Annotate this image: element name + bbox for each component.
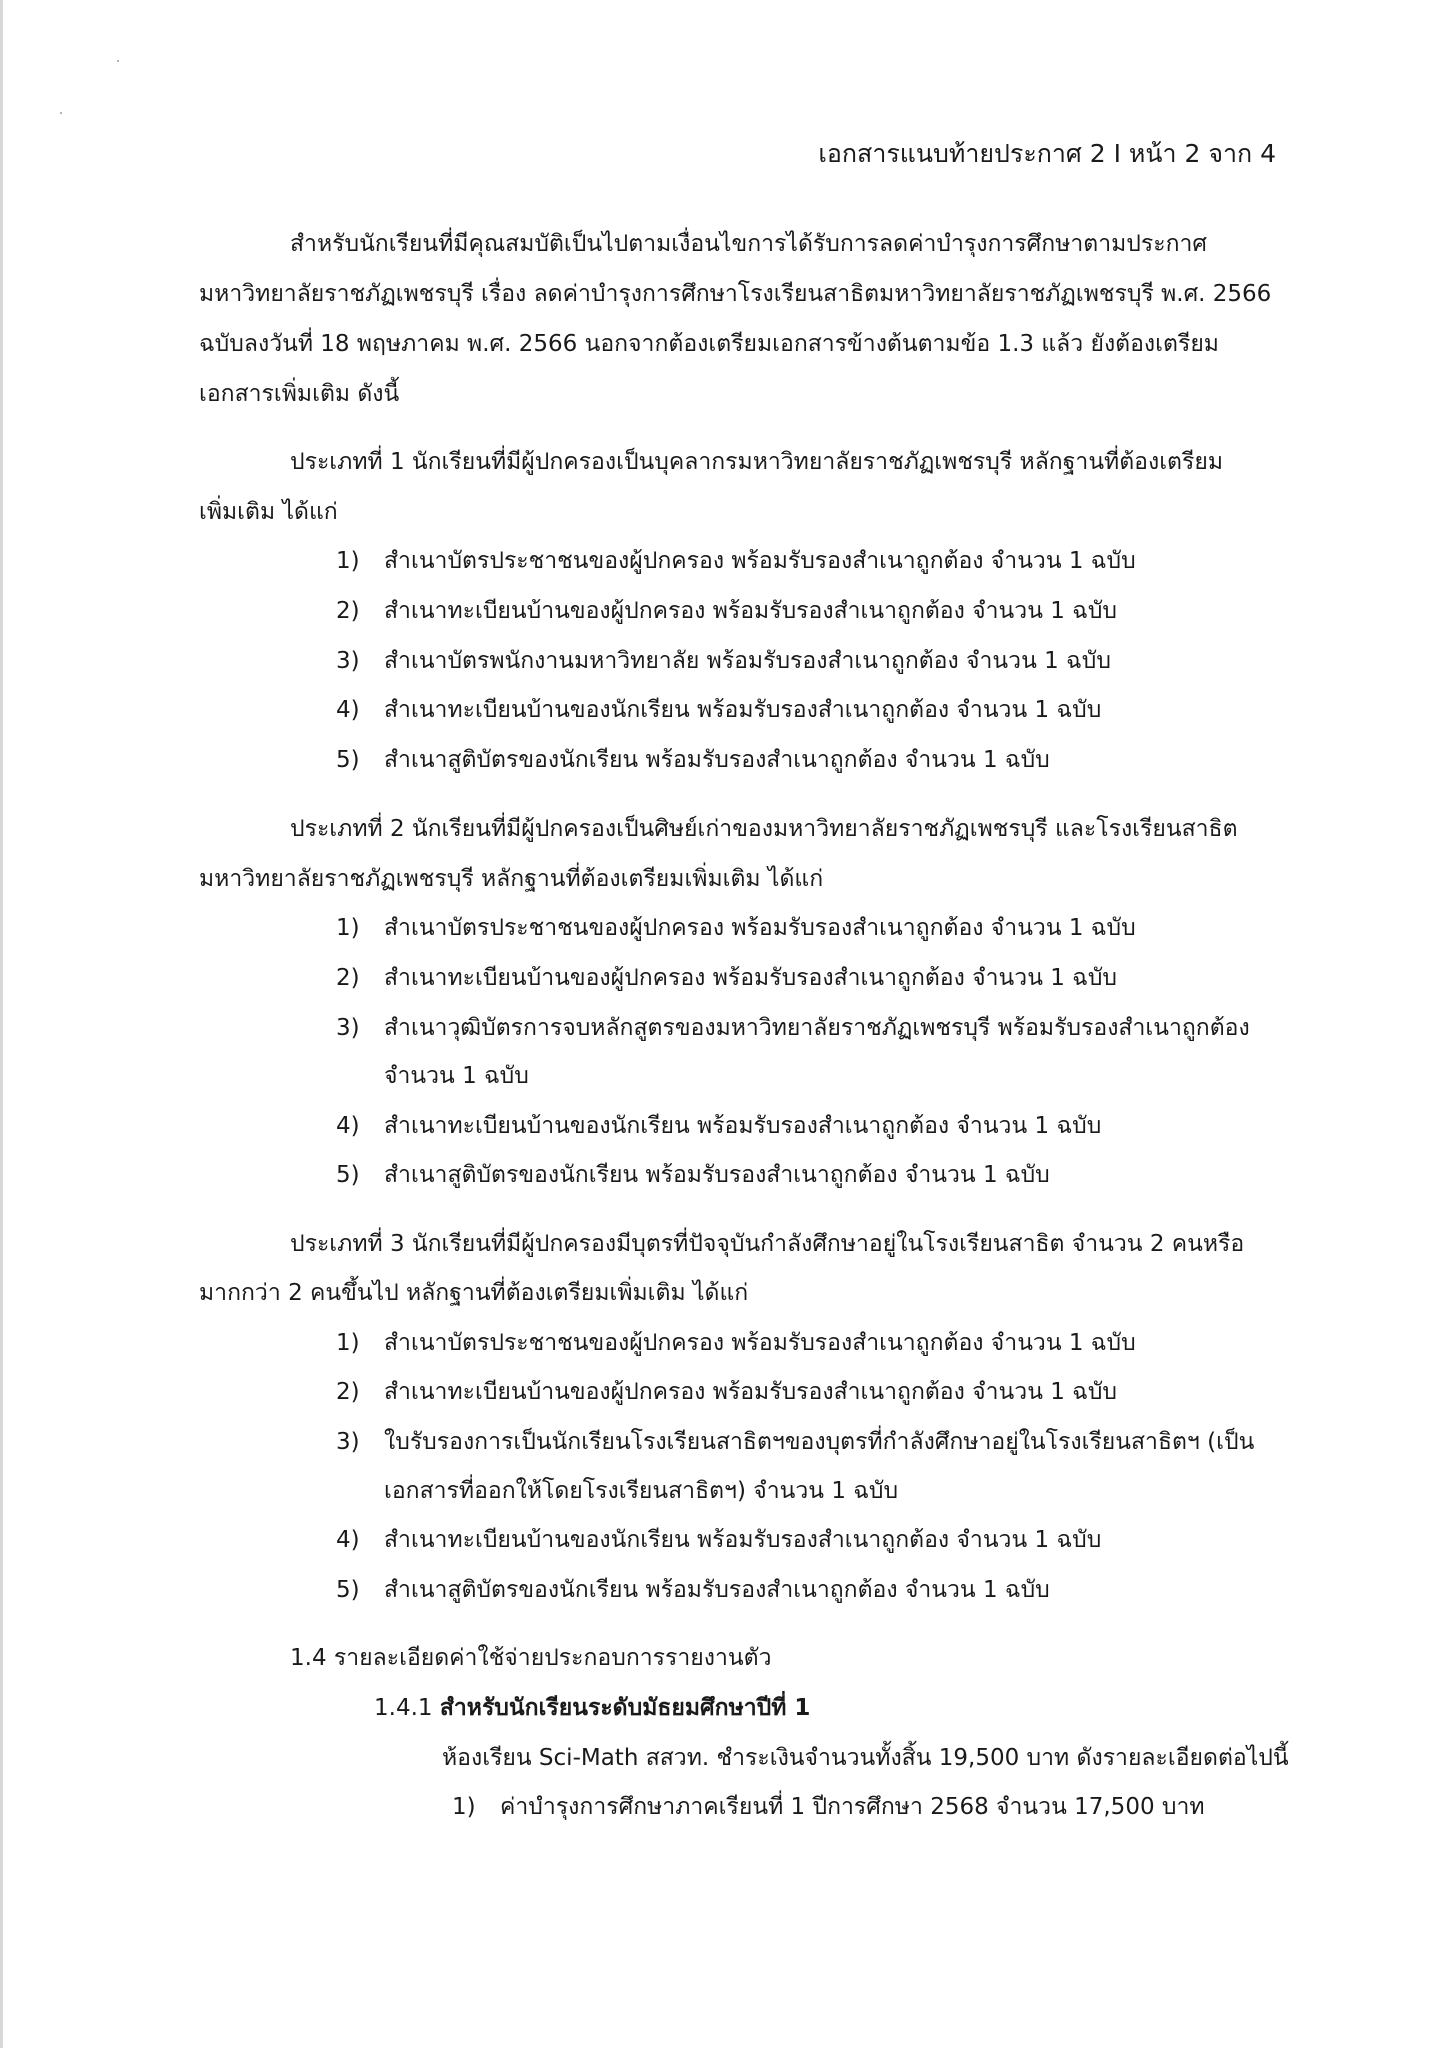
intro-line: สำหรับนักเรียนที่มีคุณสมบัติเป็นไปตามเงื่อนไขการได้รับการลดค่าบำรุงการศึกษาตามประกาศ [290,231,1208,257]
type2-heading: มหาวิทยาลัยราชภัฏเพชรบุรี หลักฐานที่ต้องเตรียมเพิ่มเติม ได้แก่ [199,866,824,892]
type2-heading: ประเภทที่ 2 นักเรียนที่มีผู้ปกครองเป็นศิษย์เก่าของมหาวิทยาลัยราชภัฏเพชรบุรี และโรงเรียนสาธิต [290,816,1238,842]
type3-heading: มากกว่า 2 คนขึ้นไป หลักฐานที่ต้องเตรียมเพิ่มเติม ได้แก่ [199,1280,749,1306]
intro-line: เอกสารเพิ่มเติม ดังนี้ [199,381,400,407]
type3-item: 5) สำเนาสูติบัตรของนักเรียน พร้อมรับรองสำเนาถูกต้อง จำนวน 1 ฉบับ [336,1577,1050,1603]
section-title: 1.4 รายละเอียดค่าใช้จ่ายประกอบการรายงานตัว [290,1645,772,1671]
scan-speck [60,112,62,114]
type1-item: 2) สำเนาทะเบียนบ้านของผู้ปกครอง พร้อมรับรองสำเนาถูกต้อง จำนวน 1 ฉบับ [336,598,1118,624]
type1-item: 3) สำเนาบัตรพนักงานมหาวิทยาลัย พร้อมรับรองสำเนาถูกต้อง จำนวน 1 ฉบับ [336,648,1111,674]
type2-item: 3) สำเนาวุฒิบัตรการจบหลักสูตรของมหาวิทยาลัยราชภัฏเพชรบุรี พร้อมรับรองสำเนาถูกต้อง [336,1015,1250,1041]
type1-heading: เพิ่มเติม ได้แก่ [199,499,338,525]
page-header: เอกสารแนบท้ายประกาศ 2 I หน้า 2 จาก 4 [818,139,1276,168]
type2-item: 4) สำเนาทะเบียนบ้านของนักเรียน พร้อมรับรองสำเนาถูกต้อง จำนวน 1 ฉบับ [336,1113,1102,1139]
type3-heading: ประเภทที่ 3 นักเรียนที่มีผู้ปกครองมีบุตรที่ปัจจุบันกำลังศึกษาอยู่ในโรงเรียนสาธิต จำนวน 2 คนหรือ [290,1231,1245,1257]
type3-item: 4) สำเนาทะเบียนบ้านของนักเรียน พร้อมรับรองสำเนาถูกต้อง จำนวน 1 ฉบับ [336,1527,1102,1553]
page-edge [0,0,3,2048]
subsection-title: 1.4.1 สำหรับนักเรียนระดับมัธยมศึกษาปีที่ 1 [374,1695,811,1721]
type2-item: 1) สำเนาบัตรประชาชนของผู้ปกครอง พร้อมรับรองสำเนาถูกต้อง จำนวน 1 ฉบับ [336,915,1136,941]
type3-item: 2) สำเนาทะเบียนบ้านของผู้ปกครอง พร้อมรับรองสำเนาถูกต้อง จำนวน 1 ฉบับ [336,1379,1118,1405]
type1-item: 4) สำเนาทะเบียนบ้านของนักเรียน พร้อมรับรองสำเนาถูกต้อง จำนวน 1 ฉบับ [336,697,1102,723]
type2-item-continuation: จำนวน 1 ฉบับ [384,1063,529,1089]
scan-speck [117,60,119,62]
intro-line: ฉบับลงวันที่ 18 พฤษภาคม พ.ศ. 2566 นอกจากต้องเตรียมเอกสารข้างต้นตามข้อ 1.3 แล้ว ยังต้องเตรียม [199,331,1219,357]
type1-item: 1) สำเนาบัตรประชาชนของผู้ปกครอง พร้อมรับรองสำเนาถูกต้อง จำนวน 1 ฉบับ [336,548,1136,574]
type2-item: 5) สำเนาสูติบัตรของนักเรียน พร้อมรับรองสำเนาถูกต้อง จำนวน 1 ฉบับ [336,1162,1050,1188]
intro-line: มหาวิทยาลัยราชภัฏเพชรบุรี เรื่อง ลดค่าบำรุงการศึกษาโรงเรียนสาธิตมหาวิทยาลัยราชภัฏเพชรบุรี พ.ศ. 2566 [199,281,1272,307]
type2-item: 2) สำเนาทะเบียนบ้านของผู้ปกครอง พร้อมรับรองสำเนาถูกต้อง จำนวน 1 ฉบับ [336,965,1118,991]
room-line: ห้องเรียน Sci-Math สสวท. ชำระเงินจำนวนทั้งสิ้น 19,500 บาท ดังรายละเอียดต่อไปนี้ [442,1745,1289,1771]
type3-item-continuation: เอกสารที่ออกให้โดยโรงเรียนสาธิตฯ) จำนวน 1 ฉบับ [384,1478,899,1504]
type1-item: 5) สำเนาสูติบัตรของนักเรียน พร้อมรับรองสำเนาถูกต้อง จำนวน 1 ฉบับ [336,747,1050,773]
type3-item: 1) สำเนาบัตรประชาชนของผู้ปกครอง พร้อมรับรองสำเนาถูกต้อง จำนวน 1 ฉบับ [336,1330,1136,1356]
type3-item: 3) ใบรับรองการเป็นนักเรียนโรงเรียนสาธิตฯของบุตรที่กำลังศึกษาอยู่ในโรงเรียนสาธิตฯ (เป็น [336,1429,1255,1455]
type1-heading: ประเภทที่ 1 นักเรียนที่มีผู้ปกครองเป็นบุคลากรมหาวิทยาลัยราชภัฏเพชรบุรี หลักฐานที่ต้องเตรียม [290,449,1223,475]
fee-item: 1) ค่าบำรุงการศึกษาภาคเรียนที่ 1 ปีการศึกษา 2568 จำนวน 17,500 บาท [452,1794,1205,1820]
